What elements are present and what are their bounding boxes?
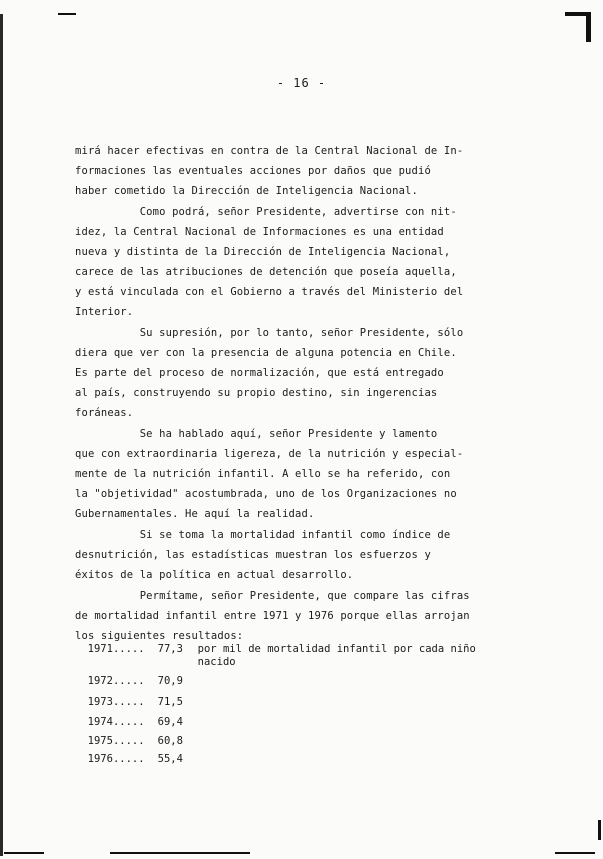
text-line: y está vinculada con el Gobierno a través del Ministerio del bbox=[75, 286, 464, 298]
scan-corner-top-right-vertical bbox=[586, 12, 591, 42]
scan-mark-bottom-right bbox=[555, 852, 595, 854]
text-line: Se ha hablado aquí, señor Presidente y lamento bbox=[75, 428, 438, 440]
mortality-value: 71,5 bbox=[157, 696, 183, 708]
text-line: los siguientes resultados: bbox=[75, 630, 244, 642]
mortality-note bbox=[75, 630, 476, 656]
scan-mark-top-left bbox=[58, 13, 76, 15]
mortality-value: 60,8 bbox=[157, 735, 183, 747]
text-line: Gubernamentales. He aquí la realidad. bbox=[75, 508, 315, 520]
text-line: de mortalidad infantil entre 1971 y 1976 porque ellas arrojan bbox=[75, 610, 470, 622]
text-line: nueva y distinta de la Dirección de Inteligencia Nacional, bbox=[75, 246, 451, 258]
text-line: al país, construyendo su propio destino, sin ingerencias bbox=[75, 387, 438, 399]
text-line: diera que ver con la presencia de alguna potencia en Chile. bbox=[75, 347, 457, 359]
scan-mark-bottom-left bbox=[4, 852, 44, 854]
mortality-year: 1975..... bbox=[87, 735, 145, 747]
scan-edge-mark-left bbox=[0, 14, 3, 856]
text-line: Es parte del proceso de normalización, que está entregado bbox=[75, 367, 444, 379]
mortality-year: 1976..... bbox=[87, 753, 145, 765]
text-line: la "objetividad" acostumbrada, uno de los Organizaciones no bbox=[75, 488, 457, 500]
mortality-year: 1971..... bbox=[87, 643, 145, 655]
mortality-unit-note: por mil de mortalidad infantil por cada niño bbox=[197, 643, 476, 655]
mortality-year: 1972..... bbox=[87, 675, 145, 687]
text-line: éxitos de la política en actual desarrollo. bbox=[75, 569, 354, 581]
mortality-value: 70,9 bbox=[157, 675, 183, 687]
text-line: foráneas. bbox=[75, 407, 134, 419]
scan-mark-right-edge bbox=[598, 820, 601, 840]
text-line: Interior. bbox=[75, 306, 134, 318]
text-line: mirá hacer efectivas en contra de la Central Nacional de In- bbox=[75, 145, 464, 157]
mortality-value: 69,4 bbox=[157, 716, 183, 728]
text-line: Su supresión, por lo tanto, señor Presidente, sólo bbox=[75, 327, 464, 339]
text-line: idez, la Central Nacional de Informaciones es una entidad bbox=[75, 226, 444, 238]
mortality-unit-note-2: nacido bbox=[197, 656, 236, 668]
text-line: que con extraordinaria ligereza, de la nutrición y especial- bbox=[75, 448, 464, 460]
mortality-value: 77,3 bbox=[157, 643, 183, 655]
scan-mark-bottom-center bbox=[110, 852, 250, 854]
page-number: - 16 - bbox=[276, 76, 327, 90]
text-line: mente de la nutrición infantil. A ello se ha referido, con bbox=[75, 468, 451, 480]
mortality-year: 1974..... bbox=[87, 716, 145, 728]
text-line: Como podrá, señor Presidente, advertirse con nit- bbox=[75, 206, 457, 218]
text-line: Si se toma la mortalidad infantil como índice de bbox=[75, 529, 451, 541]
text-line: desnutrición, las estadísticas muestran los esfuerzos y bbox=[75, 549, 431, 561]
mortality-value: 55,4 bbox=[157, 753, 183, 765]
text-line: haber cometido la Dirección de Inteligencia Nacional. bbox=[75, 185, 418, 197]
text-line: formaciones las eventuales acciones por daños que pudió bbox=[75, 165, 431, 177]
mortality-row bbox=[75, 740, 198, 766]
mortality-year: 1973..... bbox=[87, 696, 145, 708]
text-line: carece de las atribuciones de detención que poseía aquella, bbox=[75, 266, 457, 278]
text-line: Permítame, señor Presidente, que compare las cifras bbox=[75, 590, 470, 602]
